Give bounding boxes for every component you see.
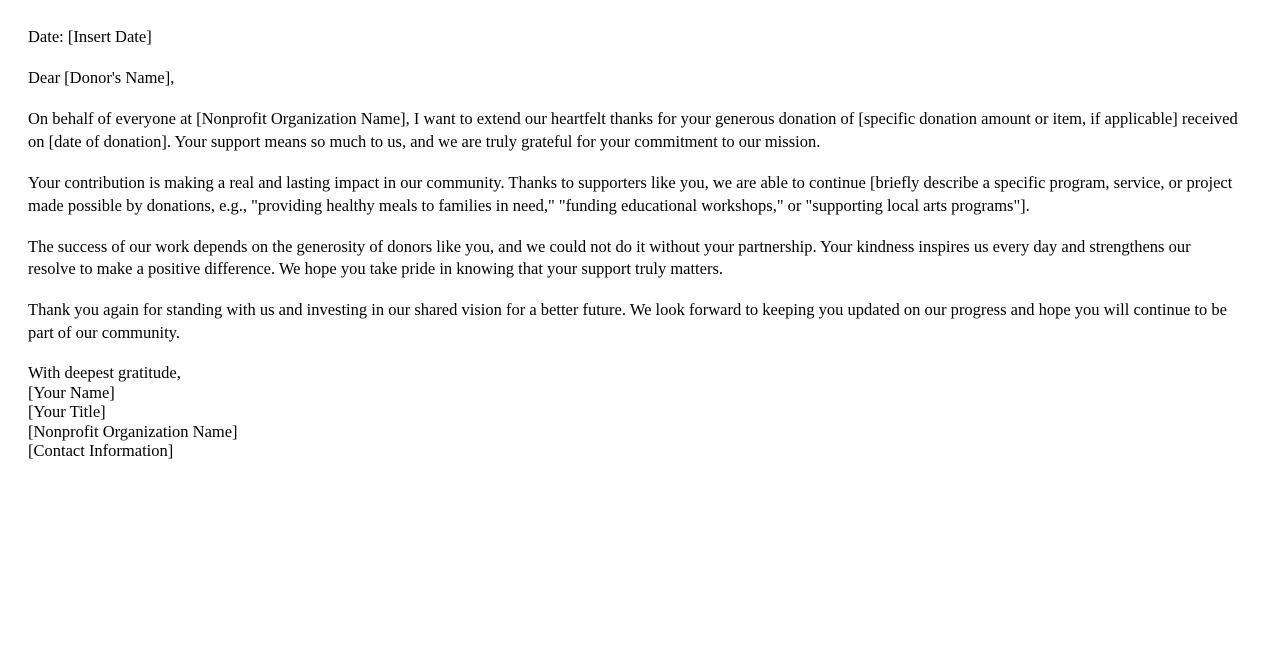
- body-paragraph-3: The success of our work depends on the generosity of donors like you, and we could not do it without your partnership. Your kindness inspires us every day and strengthens our resolve to make a positive difference. We hope you take pride in knowing that your support truly matters.: [28, 236, 1191, 279]
- body-paragraph-2: Your contribution is making a real and lasting impact in our community. Thanks to supporters like you, we are able to continue [briefly describe a specific program, service, or project made possible by donations, e.g., "providing healthy meals to families in need," "funding educational workshops," or "supporting local arts programs"].: [28, 172, 1233, 215]
- closing-organization: [Nonprofit Organization Name]: [28, 421, 238, 441]
- salutation: Dear [Donor's Name],: [28, 67, 175, 87]
- body-paragraph-1: On behalf of everyone at [Nonprofit Organization Name], I want to extend our heartfelt thanks for your generous donation of [specific donation amount or item, if applicable] received on [date of donation]. Your support means so much to us, and we are truly grateful for your commitment to our mission.: [28, 108, 1238, 151]
- closing-gratitude: With deepest gratitude,: [28, 363, 181, 383]
- date-line: Date: [Insert Date]: [28, 27, 152, 46]
- closing-contact: [Contact Information]: [28, 441, 174, 461]
- closing-block: [28, 363, 1238, 460]
- closing-name: [Your Name]: [28, 382, 115, 402]
- closing-title: [Your Title]: [28, 402, 106, 422]
- body-paragraph-4: Thank you again for standing with us and investing in our shared vision for a better future. We look forward to keeping you updated on our progress and hope you will continue to be part of our community.: [28, 300, 1227, 343]
